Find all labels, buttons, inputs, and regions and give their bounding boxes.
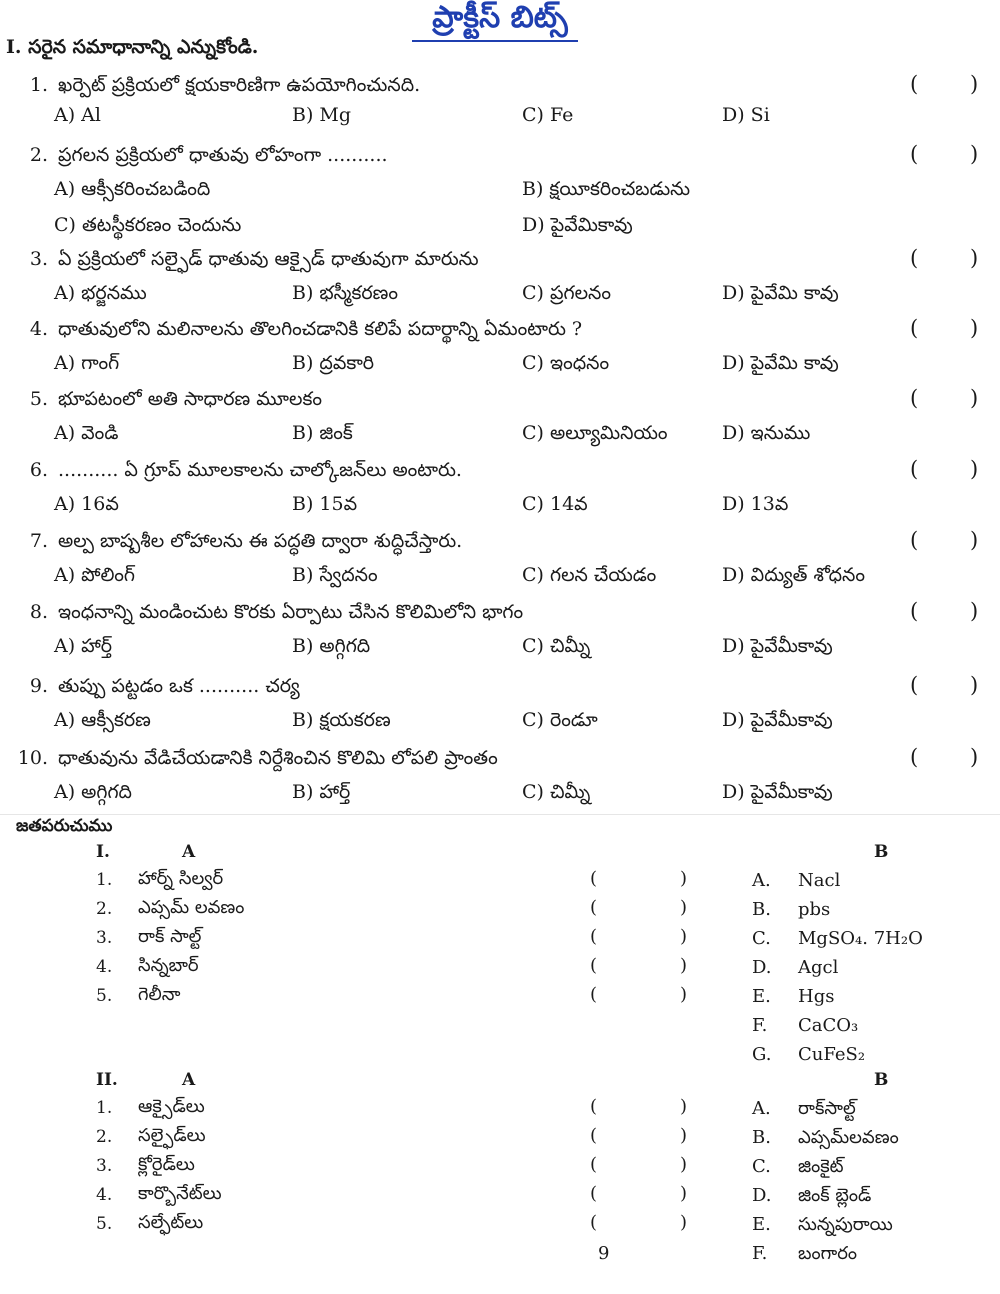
- question-text: ఇంధనాన్ని మండించుట కొరకు ఏర్పాటు చేసిన కొలిమిలోని భాగం: [58, 601, 524, 623]
- answer-blank-open[interactable]: (: [910, 745, 919, 769]
- match-a-item: రాక్ సాల్ట్: [138, 926, 202, 947]
- page-title: ప్రాక్టీస్ బిట్స్: [432, 0, 568, 35]
- match-b-letter: E.: [752, 1214, 771, 1235]
- match-a-item: కార్బొనేట్‌లు: [138, 1183, 222, 1204]
- answer-blank-open[interactable]: (: [910, 316, 919, 340]
- section-divider: [0, 814, 1000, 815]
- option-a[interactable]: A) భర్జనము: [54, 282, 147, 304]
- option-c[interactable]: C) తటస్థీకరణం చెందును: [54, 214, 242, 236]
- match-a-number: 3.: [96, 1156, 113, 1176]
- option-a[interactable]: A) అగ్గిగది: [54, 781, 132, 803]
- match1-roman: I.: [96, 842, 110, 862]
- match-b-letter: B.: [752, 899, 771, 920]
- match-answer-close[interactable]: ): [680, 1212, 688, 1233]
- option-c[interactable]: C) గలన చేయడం: [522, 564, 657, 586]
- match-a-item: సిన్నబార్: [138, 955, 199, 976]
- answer-blank-open[interactable]: (: [910, 528, 919, 552]
- match-answer-open[interactable]: (: [590, 984, 598, 1005]
- option-d[interactable]: D) పైవేమీకావు: [722, 709, 833, 731]
- answer-blank-open[interactable]: (: [910, 246, 919, 270]
- question-number: 9.: [29, 675, 48, 697]
- match-answer-close[interactable]: ): [680, 955, 688, 976]
- match-a-item: ఆక్సైడ్‌లు: [138, 1096, 205, 1117]
- option-d[interactable]: D) పైవేమీకావు: [722, 781, 833, 803]
- title-underline: [412, 40, 578, 42]
- match-a-number: 2.: [96, 899, 113, 919]
- question-3: [4, 248, 479, 275]
- option-c[interactable]: C) Fe: [522, 104, 574, 126]
- match-a-item: సల్ఫేట్‌లు: [138, 1212, 204, 1233]
- answer-blank-open[interactable]: (: [910, 457, 919, 481]
- match-b-item: pbs: [798, 899, 831, 920]
- option-a[interactable]: A) Al: [54, 104, 101, 126]
- match-b-letter: F.: [752, 1015, 768, 1036]
- match-b-letter: B.: [752, 1127, 771, 1148]
- question-text: ధాతువులోని మలినాలను తొలగించడానికి కలిపే పదార్థాన్ని ఏమంటారు ?: [58, 318, 583, 340]
- match-a-number: 2.: [96, 1127, 113, 1147]
- match-answer-close[interactable]: ): [680, 1125, 688, 1146]
- match-a-item: హార్న్ సిల్వర్: [138, 868, 224, 889]
- match-answer-open[interactable]: (: [590, 926, 598, 947]
- answer-blank-close[interactable]: ): [970, 599, 979, 623]
- match-b-letter: F.: [752, 1243, 768, 1264]
- answer-blank-open[interactable]: (: [910, 386, 919, 410]
- match-answer-open[interactable]: (: [590, 897, 598, 918]
- match-a-number: 4.: [96, 1185, 113, 1205]
- question-4: [4, 318, 582, 345]
- option-d[interactable]: D) పైవేమి కావు: [722, 352, 839, 374]
- match-a-number: 4.: [96, 957, 113, 977]
- question-text: ఖర్పెట్ ప్రక్రియలో క్షయకారిణిగా ఉపయోగించునది.: [58, 74, 421, 96]
- match-b-item: Nacl: [798, 870, 841, 891]
- answer-blank-close[interactable]: ): [970, 316, 979, 340]
- question-number: 5.: [29, 388, 48, 410]
- option-d[interactable]: D) 13వ: [722, 493, 789, 515]
- option-a[interactable]: A) గాంగ్: [54, 352, 120, 374]
- option-a[interactable]: A) ఆక్సీకరించబడింది: [54, 178, 211, 200]
- match-b-item: ఎప్సమ్‌లవణం: [798, 1127, 899, 1148]
- option-b[interactable]: B) Mg: [292, 104, 352, 126]
- section-1-heading: I. సరైన సమాధానాన్ని ఎన్నుకోండి.: [6, 36, 259, 58]
- question-number: 8.: [29, 601, 48, 623]
- option-a[interactable]: A) ఆక్సీకరణ: [54, 709, 151, 731]
- option-c[interactable]: C) చిమ్నీ: [522, 781, 591, 803]
- option-c[interactable]: C) ప్రగలనం: [522, 282, 612, 304]
- match-a-item: క్లోరైడ్‌లు: [138, 1154, 195, 1175]
- option-c[interactable]: C) రెండూ: [522, 709, 598, 731]
- match-b-item: Hgs: [798, 986, 835, 1007]
- match-b-letter: E.: [752, 986, 771, 1007]
- page-number: 9: [598, 1243, 610, 1264]
- answer-blank-close[interactable]: ): [970, 386, 979, 410]
- match-answer-close[interactable]: ): [680, 984, 688, 1005]
- match2-col-a-label: A: [182, 1070, 196, 1090]
- question-text: భూపటంలో అతి సాధారణ మూలకం: [58, 388, 323, 410]
- option-d[interactable]: D) విద్యుత్ శోధనం: [722, 564, 866, 586]
- option-a[interactable]: A) హార్త్: [54, 635, 113, 657]
- answer-blank-close[interactable]: ): [970, 142, 979, 166]
- question-6: [4, 459, 462, 486]
- question-1: [4, 74, 420, 101]
- question-7: [4, 530, 462, 557]
- answer-blank-open[interactable]: (: [910, 72, 919, 96]
- option-b[interactable]: B) 15వ: [292, 493, 358, 515]
- match-answer-close[interactable]: ): [680, 1183, 688, 1204]
- answer-blank-open[interactable]: (: [910, 673, 919, 697]
- question-text: ప్రగలన ప్రక్రియలో ధాతువు లోహంగా ..........: [58, 144, 388, 166]
- question-text: అల్ప బాష్పశీల లోహాలను ఈ పద్ధతి ద్వారా శుద్ధిచేస్తారు.: [58, 530, 463, 552]
- option-d[interactable]: D) పైవేమీకావు: [722, 635, 833, 657]
- question-number: 3.: [29, 248, 48, 270]
- match-answer-close[interactable]: ): [680, 926, 688, 947]
- question-9: [4, 675, 300, 702]
- question-text: తుప్పు పట్టడం ఒక .......... చర్య: [58, 675, 300, 697]
- option-b[interactable]: B) జింక్: [292, 422, 353, 444]
- question-text: .......... ఏ గ్రూప్ మూలకాలను చాల్కోజన్‌లు అంటారు.: [58, 459, 462, 481]
- match-a-item: సల్ఫైడ్‌లు: [138, 1125, 206, 1146]
- option-c[interactable]: C) 14వ: [522, 493, 588, 515]
- question-number: 1.: [29, 74, 48, 96]
- question-number: 2.: [29, 144, 48, 166]
- question-number: 6.: [29, 459, 48, 481]
- match-answer-open[interactable]: (: [590, 1125, 598, 1146]
- answer-blank-open[interactable]: (: [910, 142, 919, 166]
- match-b-letter: G.: [752, 1044, 772, 1065]
- match-b-item: Agcl: [798, 957, 839, 978]
- match-a-item: ఎప్సమ్ లవణం: [138, 897, 245, 918]
- answer-blank-close[interactable]: ): [970, 673, 979, 697]
- match-answer-open[interactable]: (: [590, 1183, 598, 1204]
- match-answer-open[interactable]: (: [590, 1154, 598, 1175]
- answer-blank-close[interactable]: ): [970, 528, 979, 552]
- match2-col-b-label: B: [874, 1070, 889, 1090]
- match-a-number: 3.: [96, 928, 113, 948]
- question-2: [4, 144, 388, 171]
- match-b-letter: A.: [752, 1098, 771, 1119]
- match-answer-open[interactable]: (: [590, 1212, 598, 1233]
- answer-blank-close[interactable]: ): [970, 457, 979, 481]
- match-b-item: CaCO₃: [798, 1015, 859, 1036]
- question-10: [4, 747, 498, 774]
- match1-col-b-label: B: [874, 842, 889, 862]
- match-answer-open[interactable]: (: [590, 955, 598, 976]
- question-8: [4, 601, 523, 628]
- match-answer-open[interactable]: (: [590, 1096, 598, 1117]
- match-a-number: 1.: [96, 1098, 113, 1118]
- option-b[interactable]: B) స్వేదనం: [292, 564, 378, 586]
- match-b-letter: D.: [752, 1185, 772, 1206]
- match-answer-close[interactable]: ): [680, 897, 688, 918]
- question-text: ఏ ప్రక్రియలో సల్ఫైడ్ ధాతువు ఆక్సైడ్ ధాతువుగా మారును: [58, 248, 479, 270]
- answer-blank-close[interactable]: ): [970, 745, 979, 769]
- match-b-letter: A.: [752, 870, 771, 891]
- answer-blank-open[interactable]: (: [910, 599, 919, 623]
- match-a-number: 5.: [96, 986, 113, 1006]
- answer-blank-close[interactable]: ): [970, 246, 979, 270]
- match-b-item: MgSO₄. 7H₂O: [798, 928, 923, 949]
- match-b-letter: C.: [752, 928, 771, 949]
- option-d[interactable]: D) ఇనుము: [722, 422, 811, 444]
- match-b-item: బంగారం: [798, 1243, 858, 1264]
- match-answer-close[interactable]: ): [680, 1096, 688, 1117]
- match2-roman: II.: [96, 1070, 118, 1090]
- option-c[interactable]: C) ఇంధనం: [522, 352, 610, 374]
- option-c[interactable]: C) అల్యూమినియం: [522, 422, 668, 444]
- question-text: ధాతువును వేడిచేయడానికి నిర్దేశించిన కొలిమి లోపలి ప్రాంతం: [58, 747, 498, 769]
- match-a-number: 1.: [96, 870, 113, 890]
- option-b[interactable]: B) క్షయీకరించబడును: [522, 178, 691, 200]
- option-a[interactable]: A) 16వ: [54, 493, 119, 515]
- match-b-letter: D.: [752, 957, 772, 978]
- match-a-item: గెలీనా: [138, 984, 181, 1005]
- question-5: [4, 388, 322, 415]
- match-b-item: జింక్ బ్లెండ్: [798, 1185, 872, 1206]
- match-b-item: రాక్‌సాల్ట్: [798, 1098, 856, 1119]
- match-answer-close[interactable]: ): [680, 1154, 688, 1175]
- option-b[interactable]: B) క్షయకరణ: [292, 709, 391, 731]
- answer-blank-close[interactable]: ): [970, 72, 979, 96]
- option-b[interactable]: B) హార్త్: [292, 781, 351, 803]
- option-d[interactable]: D) Si: [722, 104, 770, 126]
- match-b-item: జింకైట్: [798, 1156, 844, 1177]
- option-b[interactable]: B) ద్రవకారి: [292, 352, 375, 374]
- option-b[interactable]: B) అగ్గిగది: [292, 635, 371, 657]
- option-b[interactable]: B) భస్మీకరణం: [292, 282, 398, 304]
- option-a[interactable]: A) వెండి: [54, 422, 119, 444]
- question-number: 4.: [29, 318, 48, 340]
- question-number: 10.: [17, 747, 48, 769]
- match-a-number: 5.: [96, 1214, 113, 1234]
- section-2-heading: జతపరుచుము: [16, 816, 113, 836]
- match1-col-a-label: A: [182, 842, 196, 862]
- match-b-item: CuFeS₂: [798, 1044, 866, 1065]
- option-a[interactable]: A) పోలింగ్: [54, 564, 136, 586]
- match-b-item: సున్నపురాయి: [798, 1214, 893, 1235]
- match-answer-open[interactable]: (: [590, 868, 598, 889]
- option-d[interactable]: D) పైవేమికావు: [522, 214, 633, 236]
- question-number: 7.: [29, 530, 48, 552]
- option-c[interactable]: C) చిమ్నీ: [522, 635, 591, 657]
- option-d[interactable]: D) పైవేమి కావు: [722, 282, 839, 304]
- match-answer-close[interactable]: ): [680, 868, 688, 889]
- match-b-letter: C.: [752, 1156, 771, 1177]
